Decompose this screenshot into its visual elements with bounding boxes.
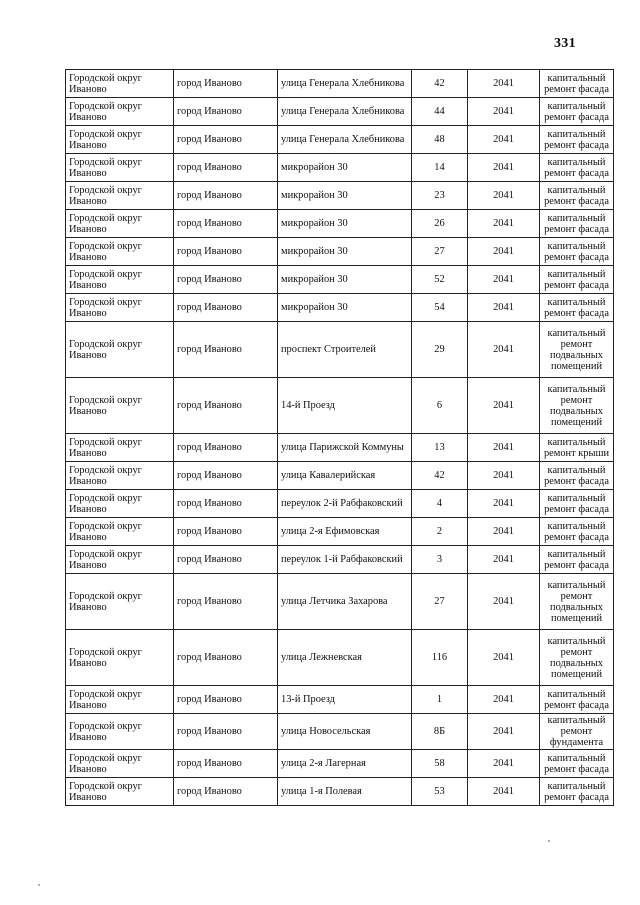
okrug-cell: Городской округ Иваново bbox=[66, 546, 174, 574]
street-cell: улица Кавалерийская bbox=[278, 462, 412, 490]
repair-schedule-table bbox=[65, 69, 614, 806]
street-cell: микрорайон 30 bbox=[278, 238, 412, 266]
okrug-cell: Городской округ Иваново bbox=[66, 462, 174, 490]
okrug-cell: Городской округ Иваново bbox=[66, 70, 174, 98]
house-number-cell: 2 bbox=[412, 518, 468, 546]
work-type-cell: капитальный ремонт фасада bbox=[540, 70, 614, 98]
house-number-cell: 29 bbox=[412, 322, 468, 378]
city-cell: город Иваново bbox=[174, 70, 278, 98]
okrug-cell: Городской округ Иваново bbox=[66, 266, 174, 294]
street-cell: улица Лежневская bbox=[278, 630, 412, 686]
work-type-cell: капитальный ремонт фасада bbox=[540, 98, 614, 126]
work-type-cell: капитальный ремонт фасада bbox=[540, 238, 614, 266]
work-type-cell: капитальный ремонт фасада bbox=[540, 126, 614, 154]
okrug-cell: Городской округ Иваново bbox=[66, 630, 174, 686]
okrug-cell: Городской округ Иваново bbox=[66, 98, 174, 126]
okrug-cell: Городской округ Иваново bbox=[66, 322, 174, 378]
year-cell: 2041 bbox=[468, 378, 540, 434]
okrug-cell: Городской округ Иваново bbox=[66, 126, 174, 154]
house-number-cell: 54 bbox=[412, 294, 468, 322]
year-cell: 2041 bbox=[468, 778, 540, 806]
table-row bbox=[66, 714, 614, 750]
house-number-cell: 6 bbox=[412, 378, 468, 434]
table-row bbox=[66, 98, 614, 126]
street-cell: 13-й Проезд bbox=[278, 686, 412, 714]
city-cell: город Иваново bbox=[174, 126, 278, 154]
house-number-cell: 58 bbox=[412, 750, 468, 778]
work-type-cell: капитальный ремонт фасада bbox=[540, 294, 614, 322]
table-row bbox=[66, 462, 614, 490]
table-row bbox=[66, 238, 614, 266]
year-cell: 2041 bbox=[468, 630, 540, 686]
city-cell: город Иваново bbox=[174, 490, 278, 518]
year-cell: 2041 bbox=[468, 714, 540, 750]
city-cell: город Иваново bbox=[174, 750, 278, 778]
house-number-cell: 13 bbox=[412, 434, 468, 462]
okrug-cell: Городской округ Иваново bbox=[66, 154, 174, 182]
street-cell: улица Генерала Хлебникова bbox=[278, 126, 412, 154]
street-cell: улица Парижской Коммуны bbox=[278, 434, 412, 462]
city-cell: город Иваново bbox=[174, 434, 278, 462]
year-cell: 2041 bbox=[468, 686, 540, 714]
table-row bbox=[66, 294, 614, 322]
table-row bbox=[66, 630, 614, 686]
city-cell: город Иваново bbox=[174, 210, 278, 238]
table-row bbox=[66, 266, 614, 294]
table-row bbox=[66, 750, 614, 778]
page-number: 331 bbox=[554, 36, 576, 51]
table-row bbox=[66, 490, 614, 518]
work-type-cell: капитальный ремонт фасада bbox=[540, 750, 614, 778]
year-cell: 2041 bbox=[468, 518, 540, 546]
okrug-cell: Городской округ Иваново bbox=[66, 490, 174, 518]
house-number-cell: 116 bbox=[412, 630, 468, 686]
year-cell: 2041 bbox=[468, 210, 540, 238]
street-cell: улица Новосельская bbox=[278, 714, 412, 750]
street-cell: улица 1-я Полевая bbox=[278, 778, 412, 806]
house-number-cell: 4 bbox=[412, 490, 468, 518]
work-type-cell: капитальный ремонт подвальных помещений bbox=[540, 322, 614, 378]
year-cell: 2041 bbox=[468, 98, 540, 126]
okrug-cell: Городской округ Иваново bbox=[66, 518, 174, 546]
work-type-cell: капитальный ремонт фасада bbox=[540, 182, 614, 210]
work-type-cell: капитальный ремонт фасада bbox=[540, 518, 614, 546]
street-cell: улица 2-я Ефимовская bbox=[278, 518, 412, 546]
scan-artifact bbox=[548, 840, 550, 842]
house-number-cell: 23 bbox=[412, 182, 468, 210]
city-cell: город Иваново bbox=[174, 630, 278, 686]
table-row bbox=[66, 546, 614, 574]
table-row bbox=[66, 322, 614, 378]
year-cell: 2041 bbox=[468, 70, 540, 98]
street-cell: микрорайон 30 bbox=[278, 182, 412, 210]
city-cell: город Иваново bbox=[174, 518, 278, 546]
okrug-cell: Городской округ Иваново bbox=[66, 210, 174, 238]
okrug-cell: Городской округ Иваново bbox=[66, 686, 174, 714]
year-cell: 2041 bbox=[468, 462, 540, 490]
work-type-cell: капитальный ремонт фундамента bbox=[540, 714, 614, 750]
city-cell: город Иваново bbox=[174, 294, 278, 322]
okrug-cell: Городской округ Иваново bbox=[66, 574, 174, 630]
work-type-cell: капитальный ремонт фасада bbox=[540, 686, 614, 714]
table-row bbox=[66, 574, 614, 630]
table-row bbox=[66, 126, 614, 154]
house-number-cell: 52 bbox=[412, 266, 468, 294]
house-number-cell: 1 bbox=[412, 686, 468, 714]
house-number-cell: 48 bbox=[412, 126, 468, 154]
street-cell: улица 2-я Лагерная bbox=[278, 750, 412, 778]
year-cell: 2041 bbox=[468, 490, 540, 518]
okrug-cell: Городской округ Иваново bbox=[66, 182, 174, 210]
year-cell: 2041 bbox=[468, 238, 540, 266]
table-row bbox=[66, 778, 614, 806]
house-number-cell: 27 bbox=[412, 238, 468, 266]
table-body bbox=[66, 70, 614, 806]
work-type-cell: капитальный ремонт фасада bbox=[540, 154, 614, 182]
okrug-cell: Городской округ Иваново bbox=[66, 750, 174, 778]
year-cell: 2041 bbox=[468, 154, 540, 182]
table-row bbox=[66, 434, 614, 462]
year-cell: 2041 bbox=[468, 546, 540, 574]
street-cell: 14-й Проезд bbox=[278, 378, 412, 434]
work-type-cell: капитальный ремонт подвальных помещений bbox=[540, 630, 614, 686]
work-type-cell: капитальный ремонт фасада bbox=[540, 546, 614, 574]
okrug-cell: Городской округ Иваново bbox=[66, 378, 174, 434]
city-cell: город Иваново bbox=[174, 686, 278, 714]
house-number-cell: 14 bbox=[412, 154, 468, 182]
street-cell: улица Летчика Захарова bbox=[278, 574, 412, 630]
house-number-cell: 53 bbox=[412, 778, 468, 806]
street-cell: переулок 1-й Рабфаковский bbox=[278, 546, 412, 574]
work-type-cell: капитальный ремонт подвальных помещений bbox=[540, 378, 614, 434]
work-type-cell: капитальный ремонт фасада bbox=[540, 778, 614, 806]
table-row bbox=[66, 518, 614, 546]
city-cell: город Иваново bbox=[174, 574, 278, 630]
table-row bbox=[66, 378, 614, 434]
city-cell: город Иваново bbox=[174, 266, 278, 294]
street-cell: микрорайон 30 bbox=[278, 294, 412, 322]
scan-artifact bbox=[38, 884, 40, 886]
city-cell: город Иваново bbox=[174, 182, 278, 210]
work-type-cell: капитальный ремонт фасада bbox=[540, 266, 614, 294]
okrug-cell: Городской округ Иваново bbox=[66, 778, 174, 806]
city-cell: город Иваново bbox=[174, 378, 278, 434]
city-cell: город Иваново bbox=[174, 714, 278, 750]
house-number-cell: 44 bbox=[412, 98, 468, 126]
city-cell: город Иваново bbox=[174, 462, 278, 490]
year-cell: 2041 bbox=[468, 750, 540, 778]
table-row bbox=[66, 210, 614, 238]
table-row bbox=[66, 686, 614, 714]
house-number-cell: 8Б bbox=[412, 714, 468, 750]
okrug-cell: Городской округ Иваново bbox=[66, 434, 174, 462]
city-cell: город Иваново bbox=[174, 238, 278, 266]
year-cell: 2041 bbox=[468, 182, 540, 210]
street-cell: микрорайон 30 bbox=[278, 210, 412, 238]
house-number-cell: 3 bbox=[412, 546, 468, 574]
street-cell: микрорайон 30 bbox=[278, 154, 412, 182]
work-type-cell: капитальный ремонт фасада bbox=[540, 210, 614, 238]
year-cell: 2041 bbox=[468, 266, 540, 294]
table-row bbox=[66, 154, 614, 182]
table-row bbox=[66, 182, 614, 210]
okrug-cell: Городской округ Иваново bbox=[66, 714, 174, 750]
house-number-cell: 42 bbox=[412, 462, 468, 490]
year-cell: 2041 bbox=[468, 574, 540, 630]
city-cell: город Иваново bbox=[174, 154, 278, 182]
city-cell: город Иваново bbox=[174, 98, 278, 126]
year-cell: 2041 bbox=[468, 322, 540, 378]
city-cell: город Иваново bbox=[174, 322, 278, 378]
okrug-cell: Городской округ Иваново bbox=[66, 294, 174, 322]
street-cell: проспект Строителей bbox=[278, 322, 412, 378]
work-type-cell: капитальный ремонт подвальных помещений bbox=[540, 574, 614, 630]
city-cell: город Иваново bbox=[174, 778, 278, 806]
year-cell: 2041 bbox=[468, 126, 540, 154]
work-type-cell: капитальный ремонт фасада bbox=[540, 490, 614, 518]
table-row bbox=[66, 70, 614, 98]
street-cell: микрорайон 30 bbox=[278, 266, 412, 294]
house-number-cell: 42 bbox=[412, 70, 468, 98]
year-cell: 2041 bbox=[468, 434, 540, 462]
street-cell: улица Генерала Хлебникова bbox=[278, 70, 412, 98]
street-cell: улица Генерала Хлебникова bbox=[278, 98, 412, 126]
house-number-cell: 27 bbox=[412, 574, 468, 630]
house-number-cell: 26 bbox=[412, 210, 468, 238]
street-cell: переулок 2-й Рабфаковский bbox=[278, 490, 412, 518]
okrug-cell: Городской округ Иваново bbox=[66, 238, 174, 266]
year-cell: 2041 bbox=[468, 294, 540, 322]
work-type-cell: капитальный ремонт крыши bbox=[540, 434, 614, 462]
work-type-cell: капитальный ремонт фасада bbox=[540, 462, 614, 490]
city-cell: город Иваново bbox=[174, 546, 278, 574]
